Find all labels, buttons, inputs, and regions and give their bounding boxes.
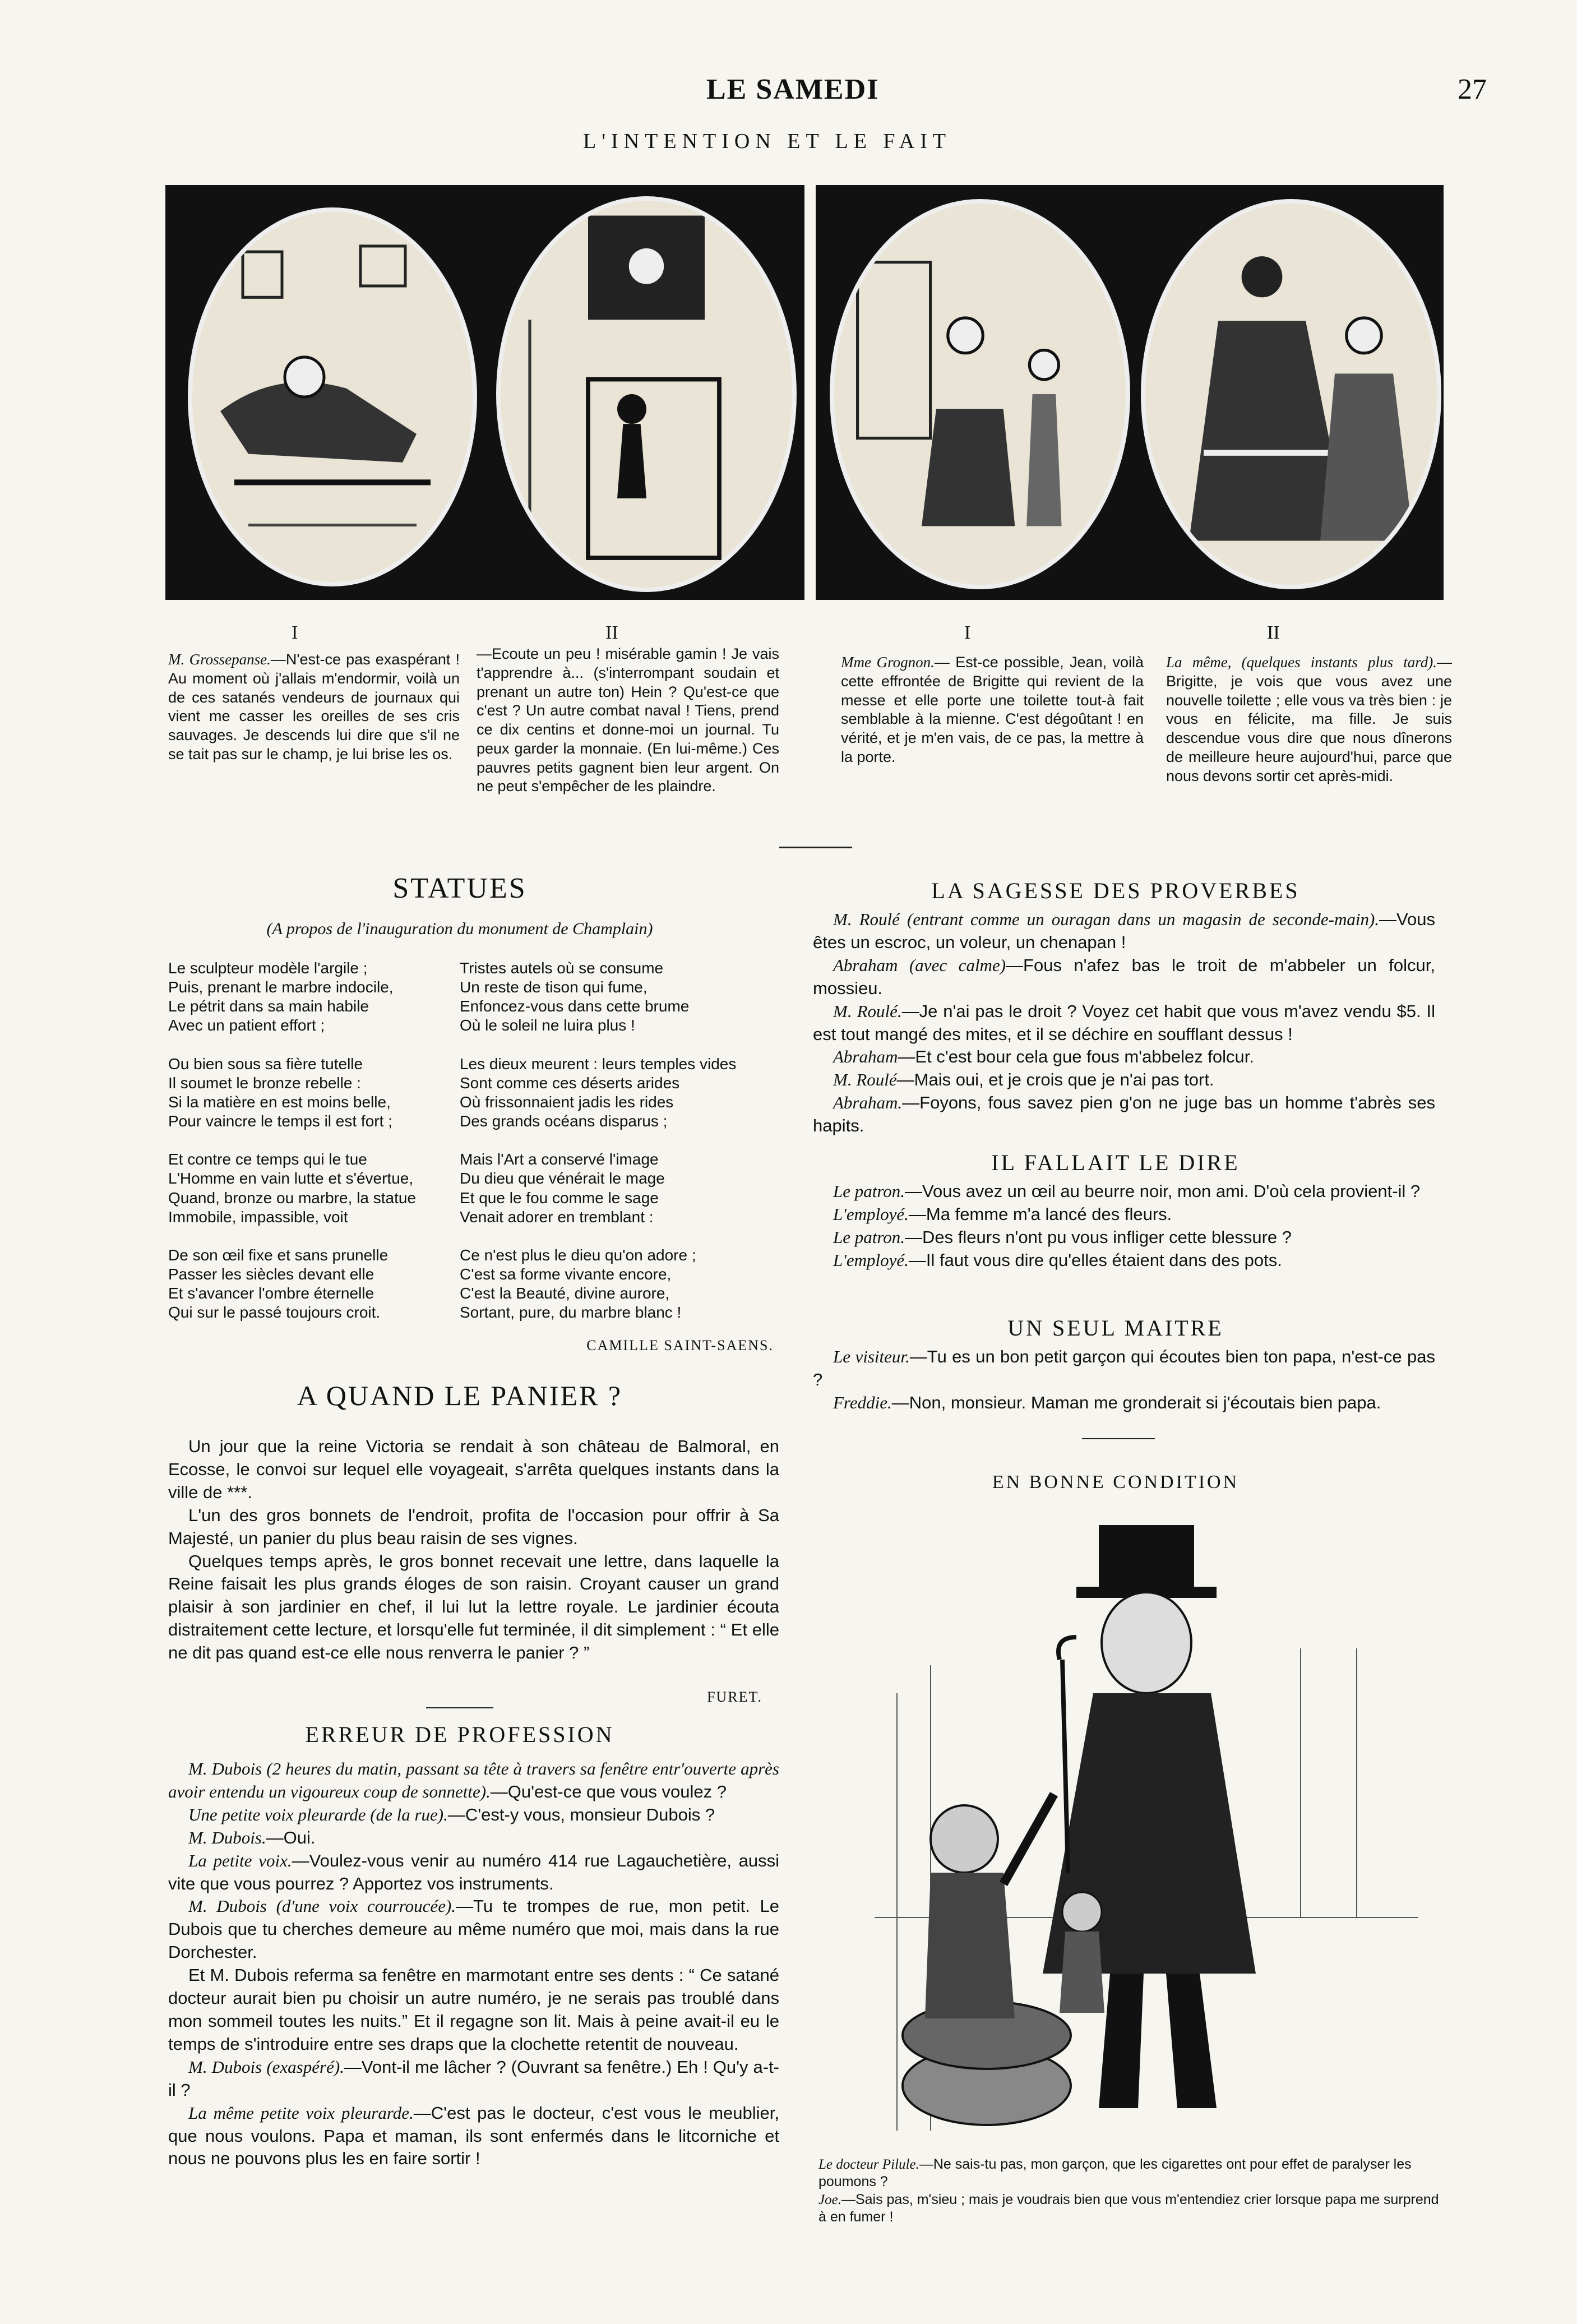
speaker: Le patron.: [833, 1181, 905, 1201]
poem-line: Et que le fou comme le sage: [460, 1189, 659, 1207]
dialogue-line: [168, 1850, 779, 1896]
line-text: —Vous avez un œil au beurre noir, mon ami. D'où cela provient-il ?: [905, 1181, 1421, 1201]
poem-line: Mais l'Art a conservé l'image: [460, 1151, 659, 1168]
statues-right-column: [460, 959, 774, 1342]
dialogue-line: [168, 1804, 779, 1827]
poem-line: Et s'avancer l'ombre éternelle: [168, 1285, 374, 1302]
sagesse-title: LA SAGESSE DES PROVERBES: [931, 878, 1300, 903]
line-text: —Et c'est bour cela gue fous m'abbelez folcur.: [898, 1047, 1255, 1067]
paragraph: Un jour que la reine Victoria se rendait à son château de Balmoral, en Ecosse, le convoi sur lequel elle voyageait, s'arrêta quelques instants dans la ville de ***.: [168, 1436, 779, 1502]
speaker: La petite voix.: [188, 1850, 292, 1870]
comic-panel-1-caption: [168, 650, 460, 764]
comic-panel-4-illustration: [1141, 199, 1441, 589]
poem-line: Ou bien sous sa fière tutelle: [168, 1055, 363, 1073]
poem-line: Quand, bronze ou marbre, la statue: [168, 1189, 417, 1207]
line-text: —Vous êtes un escroc, un voleur, un chenapan !: [813, 909, 1435, 952]
comic-panel-3-illustration: [830, 199, 1130, 589]
dialogue-line: [813, 1203, 1435, 1226]
speaker: Le docteur Pilule.: [818, 2157, 919, 2172]
line-text: —Il faut vous dire qu'elles étaient dans des pots.: [908, 1250, 1282, 1270]
poem-line: Avec un patient effort ;: [168, 1017, 325, 1034]
speaker: Abraham.: [833, 1093, 903, 1113]
dialogue-line: [813, 1092, 1435, 1138]
dialogue-line: [813, 1226, 1435, 1249]
dialogue-line: [168, 1895, 779, 1964]
poem-line: Immobile, impassible, voit: [168, 1208, 348, 1226]
divider: [426, 1707, 493, 1708]
erreur-title: ERREUR DE PROFESSION: [305, 1722, 614, 1747]
maitre-title: UN SEUL MAITRE: [1007, 1315, 1224, 1341]
speaker: Le visiteur.: [833, 1347, 910, 1366]
poem-stanza: [168, 1246, 448, 1323]
dialogue-line: [813, 1000, 1435, 1046]
top-hat-shape: [1099, 1525, 1194, 1592]
comic-panel-4-numeral: II: [1267, 622, 1280, 643]
paragraph: Quelques temps après, le gros bonnet recevait une lettre, dans laquelle la Reine faisait les plus grands éloges de son raisin. Croyant causer un grand plaisir à son jardinier en chef, il lui lut la lettre royale. Le jardinier écouta distraitement cette lecture, et lorsqu'elle fut terminée, il dit simplement : “ Et elle ne dit pas quand est-ce elle nous renverra le panier ? ”: [168, 1551, 779, 1663]
poem-line: Le sculpteur modèle l'argile ;: [168, 959, 368, 977]
poem-line: Et contre ce temps qui le tue: [168, 1151, 367, 1168]
dialogue-line: [813, 1180, 1435, 1203]
poem-stanza: [168, 959, 448, 1036]
speaker: Abraham (avec calme): [833, 955, 1006, 975]
caption-text: — Brigitte, je vois que vous avez une nouvelle toilette ; elle vous va très bien : je vous en félicite, ma fille. Je suis descendue vous dire que nous dînerons de meilleure heure aujourd'hui, parce que nous devons sortir cet après-midi.: [1166, 654, 1452, 784]
fallait-body: [813, 1180, 1435, 1272]
line-text: —Ne sais-tu pas, mon garçon, que les cigarettes ont pour effet de paralyser les poumons ?: [818, 2156, 1412, 2190]
poem-line: Des grands océans disparus ;: [460, 1112, 668, 1130]
dialogue-line: [168, 1827, 779, 1850]
line-text: —Tu te trompes de rue, mon petit. Le Dubois que tu cherches demeure au même numéro que moi, mais dans la rue Dorchester.: [168, 1896, 779, 1962]
comic-panel-4-caption: [1166, 653, 1452, 786]
poem-line: Tristes autels où se consume: [460, 959, 664, 977]
dialogue-line: [168, 2056, 779, 2102]
panier-title: A QUAND LE PANIER ?: [297, 1380, 623, 1411]
speaker: M. Dubois (exaspéré).: [188, 2057, 344, 2077]
line-text: —Qu'est-ce que vous voulez ?: [490, 1781, 727, 1801]
page-number: 27: [1458, 73, 1487, 105]
poem-line: C'est la Beauté, divine aurore,: [460, 1285, 670, 1302]
statues-left-column: [168, 959, 448, 1342]
poem-line: Qui sur le passé toujours croit.: [168, 1304, 381, 1322]
statues-signature: CAMILLE SAINT-SAENS.: [586, 1337, 774, 1353]
speaker: Le patron.: [833, 1227, 905, 1247]
poem-stanza: [460, 1150, 774, 1227]
dialogue-line: [168, 1758, 779, 1804]
poem-line: Du dieu que vénérait le mage: [460, 1170, 665, 1188]
paragraph: L'un des gros bonnets de l'endroit, profita de l'occasion pour offrir à Sa Majesté, un panier du plus beau raisin de ses vignes.: [168, 1505, 779, 1548]
dialogue-line: [813, 954, 1435, 1000]
speaker: M. Dubois.: [188, 1827, 266, 1847]
dialogue-line: [813, 1069, 1435, 1092]
poem-line: Pour vaincre le temps il est fort ;: [168, 1112, 392, 1130]
speaker: Joe.: [818, 2192, 841, 2207]
dialogue-line: [813, 1046, 1435, 1069]
caption-speaker: La même, (quelques instants plus tard).: [1166, 654, 1437, 671]
poem-line: Enfoncez-vous dans cette brume: [460, 997, 690, 1015]
poem-line: Le pétrit dans sa main habile: [168, 997, 369, 1015]
line-text: —Vont-il me lâcher ? (Ouvrant sa fenêtre.) Eh ! Qu'y a-t-il ?: [168, 2057, 780, 2100]
poem-line: De son œil fixe et sans prunelle: [168, 1246, 389, 1264]
speaker: M. Roulé: [833, 1070, 897, 1090]
panier-body: [168, 1435, 779, 1665]
caption-text: —Ecoute un peu ! misérable gamin ! Je vais t'apprendre à... (s'interrompant soudain et prenant un autre ton) Hein ? Qu'est-ce que c'est ? Un autre combat naval ! Tiens, prend ce dix centins et donne-moi un journal. Tu peux garder la monnaie. (En lui-même.) Ces pauvres petits gagnent bien leur argent. On ne peut s'empêcher de les plaindre.: [477, 645, 779, 795]
fallait-title: IL FALLAIT LE DIRE: [991, 1150, 1240, 1175]
line-text: —Ma femme m'a lancé des fleurs.: [908, 1204, 1172, 1224]
line-text: —Je n'ai pas le droit ? Voyez cet habit que vous m'avez vendu $5. Il est tout mangé des mites, et il se déchire en soufflant dessus !: [813, 1001, 1435, 1044]
poem-line: Sont comme ces déserts arides: [460, 1074, 680, 1092]
line-text: —C'est-y vous, monsieur Dubois ?: [447, 1804, 715, 1824]
line-text: —Oui.: [266, 1827, 316, 1847]
poem-line: Où le soleil ne luira plus !: [460, 1017, 635, 1034]
poem-line: Venait adorer en tremblant :: [460, 1208, 654, 1226]
comic-panel-1-numeral: I: [292, 622, 298, 643]
line-text: —Tu es un bon petit garçon qui écoutes bien ton papa, n'est-ce pas ?: [813, 1347, 1435, 1389]
poem-line: C'est sa forme vivante encore,: [460, 1265, 672, 1283]
dialogue-line: [813, 1346, 1435, 1392]
line-text: —Sais pas, m'sieu ; mais je voudrais bien que vous m'entendiez crier lorsque papa me surprend à en fumer !: [818, 2191, 1439, 2225]
dialogue-line: [813, 1392, 1435, 1415]
comic-panel-1-illustration: [188, 207, 477, 586]
sagesse-body: [813, 908, 1435, 1138]
line-text: —Voulez-vous venir au numéro 414 rue Lagauchetière, aussi vite que vous pourrez ? Apportez vos instruments.: [168, 1850, 779, 1893]
divider: [1082, 1438, 1155, 1439]
comic-title: L'INTENTION ET LE FAIT: [583, 130, 952, 153]
poem-stanza: [168, 1055, 448, 1131]
poem-line: Ce n'est plus le dieu qu'on adore ;: [460, 1246, 696, 1264]
divider: [779, 847, 852, 848]
line-text: —C'est pas le docteur, c'est vous le meublier, que nous voulons. Papa et maman, ils sont enfermés dans le litcorniche et nous ne pouvons plus les en faire sortir !: [168, 2103, 779, 2169]
speaker: La même petite voix pleurarde.: [188, 2103, 414, 2123]
erreur-body: [168, 1758, 779, 2170]
condition-illustration: [875, 1525, 1418, 2147]
line-text: —Fous n'afez bas le troit de m'abbeler un folcur, mossieu.: [813, 955, 1435, 998]
poem-stanza: [460, 1246, 774, 1323]
speaker: L'employé.: [833, 1250, 909, 1270]
caption-line: [818, 2191, 1441, 2226]
line-text: —Foyons, fous savez pien g'on ne juge bas un homme t'abrès ses hapits.: [813, 1093, 1435, 1136]
condition-title: EN BONNE CONDITION: [992, 1472, 1240, 1493]
speaker: Freddie.: [833, 1392, 892, 1412]
poem-line: Sortant, pure, du marbre blanc !: [460, 1304, 682, 1322]
line-text: —Non, monsieur. Maman me gronderait si j'écoutais bien papa.: [891, 1392, 1381, 1412]
comic-strip-left: [165, 185, 804, 600]
dialogue-line: [813, 908, 1435, 954]
statues-subtitle: (A propos de l'inauguration du monument de Champlain): [266, 920, 653, 938]
speaker: M. Roulé (entrant comme un ouragan dans un magasin de seconde-main).: [833, 909, 1380, 929]
poem-stanza: [460, 1055, 774, 1131]
caption-line: [818, 2156, 1441, 2191]
speaker: M. Dubois (d'une voix courroucée).: [188, 1896, 456, 1916]
poem-line: L'Homme en vain lutte et s'évertue,: [168, 1170, 414, 1188]
poem-line: Un reste de tison qui fume,: [460, 978, 648, 996]
poem-line: Si la matière en est moins belle,: [168, 1093, 391, 1111]
caption-text: —N'est-ce pas exaspérant ! Au moment où j'allais m'endormir, voilà un de ces satanés vendeurs de journaux qui vient me casser les oreilles de ses cris sauvages. Je descends lui dire que s'il ne se tait pas sur le champ, je lui brise les os.: [168, 651, 460, 763]
poem-line: Les dieux meurent : leurs temples vides: [460, 1055, 737, 1073]
dialogue-line: [168, 1964, 779, 2056]
panier-signature: FURET.: [707, 1689, 762, 1705]
poem-line: Où frissonnaient jadis les rides: [460, 1093, 674, 1111]
speaker: M. Roulé.: [833, 1001, 902, 1021]
line-text: Et M. Dubois referma sa fenêtre en marmotant entre ses dents : “ Ce satané docteur aurait bien pu choisir un autre numéro, je ne serais pas troublé dans mon sommeil toutes les nuits.” Et il regagne son lit. Mais à peine avait-il eu le temps de s'introduire entre ses draps que la clochette retentit de nouveau.: [168, 1965, 779, 2054]
page-header-title: LE SAMEDI: [706, 73, 880, 105]
speaker: M. Dubois (2 heures du matin, passant sa tête à travers sa fenêtre entr'ouverte après avoir entendu un vigoureux coup de sonnette).: [168, 1759, 779, 1801]
poem-stanza: [168, 1150, 448, 1227]
comic-strip-right: [816, 185, 1444, 600]
poem-stanza: [460, 959, 774, 1036]
comic-panel-2-caption: [477, 645, 779, 796]
comic-panel-3-numeral: I: [964, 622, 971, 643]
statues-title: STATUES: [392, 872, 527, 904]
dialogue-line: [813, 1249, 1435, 1272]
dialogue-line: [168, 2102, 779, 2171]
poem-line: Il soumet le bronze rebelle :: [168, 1074, 361, 1092]
speaker: Abraham: [833, 1047, 898, 1067]
poem-line: Passer les siècles devant elle: [168, 1265, 374, 1283]
line-text: —Mais oui, et je crois que je n'ai pas tort.: [896, 1070, 1214, 1090]
caption-speaker: M. Grossepanse.: [168, 651, 271, 668]
comic-panel-2-numeral: II: [605, 622, 618, 643]
line-text: —Des fleurs n'ont pu vous infliger cette blessure ?: [905, 1227, 1292, 1247]
caption-text: — Est-ce possible, Jean, voilà cette effrontée de Brigitte qui revient de la messe et elle porte une toilette tout-à fait semblable à la mienne. C'est dégoûtant ! en vérité, et je m'en vais, de ce pas, la mettre à la porte.: [841, 654, 1144, 765]
maitre-body: [813, 1346, 1435, 1415]
comic-panel-2-illustration: [496, 196, 797, 592]
caption-speaker: Mme Grognon.: [841, 654, 935, 671]
condition-caption: [818, 2156, 1441, 2226]
speaker: Une petite voix pleurarde (de la rue).: [188, 1804, 448, 1824]
comic-panel-3-caption: [841, 653, 1144, 767]
poem-line: Puis, prenant le marbre indocile,: [168, 978, 394, 996]
speaker: L'employé.: [833, 1204, 909, 1224]
